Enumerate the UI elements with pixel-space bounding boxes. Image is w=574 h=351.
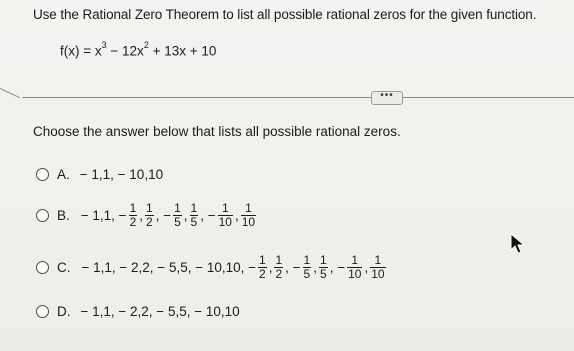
fraction-denominator: 10: [348, 267, 362, 281]
fraction-separator: ,: [139, 208, 144, 223]
option-text-a: − 1,1, − 10,10: [79, 167, 164, 182]
function-exponent-2: 2: [143, 40, 149, 50]
fraction: [129, 202, 138, 229]
option-prefix-c: − 1,1, − 2,2, − 5,5, − 10,10, −: [81, 260, 257, 275]
option-letter-a: A.: [57, 167, 70, 182]
fraction-denominator: 5: [190, 215, 198, 229]
section-divider: [22, 97, 574, 98]
fraction-denominator: 2: [146, 215, 153, 229]
option-prefix-b: − 1,1, −: [80, 208, 127, 223]
option-math-b: [80, 202, 259, 229]
fraction: [218, 202, 233, 229]
fraction: [241, 202, 256, 229]
more-options-button[interactable]: •••: [371, 91, 403, 105]
fraction-numerator: 1: [245, 201, 252, 215]
fraction-numerator: 1: [190, 201, 198, 215]
option-d[interactable]: [36, 304, 240, 319]
fraction: [173, 202, 182, 229]
function-lhs: f(x) = x: [60, 43, 102, 59]
fraction-separator: , −: [285, 260, 301, 275]
fraction: [319, 254, 328, 281]
fraction-separator: ,: [313, 260, 317, 275]
fraction-numerator: 1: [303, 253, 311, 267]
fraction-numerator: 1: [146, 201, 153, 215]
fraction-separator: ,: [268, 260, 273, 275]
fraction-denominator: 2: [275, 267, 283, 281]
fraction-denominator: 10: [241, 215, 256, 229]
option-letter-d: D.: [57, 304, 71, 319]
function-rhs: + 13x + 10: [148, 43, 217, 59]
option-letter-c: C.: [57, 260, 71, 275]
radio-button-a[interactable]: [36, 168, 49, 181]
fraction-separator: , −: [200, 208, 216, 223]
fraction-denominator: 5: [303, 267, 311, 281]
fraction-separator: , −: [155, 208, 172, 223]
option-math-c: [81, 254, 389, 281]
option-a[interactable]: [36, 167, 163, 182]
fraction: [145, 202, 154, 229]
radio-button-b[interactable]: [36, 209, 49, 222]
divider-left-segment: [0, 88, 20, 98]
arrow-cursor-icon: [510, 233, 528, 255]
option-b[interactable]: [36, 202, 259, 229]
fraction-numerator: 1: [259, 253, 266, 267]
option-c[interactable]: [36, 254, 389, 281]
fraction-separator: ,: [183, 208, 188, 223]
fraction-numerator: 1: [275, 253, 283, 267]
option-letter-b: B.: [57, 208, 70, 223]
function-exponent-3: 3: [101, 40, 107, 50]
fraction-numerator: 1: [129, 201, 137, 215]
question-prompt: Use the Rational Zero Theorem to list all possible rational zeros for the given function.: [33, 7, 537, 22]
fraction-numerator: 1: [320, 253, 327, 267]
radio-button-d[interactable]: [36, 305, 49, 318]
fraction-numerator: 1: [351, 253, 359, 267]
fraction: [190, 202, 199, 229]
option-text-d: − 1,1, − 2,2, − 5,5, − 10,10: [80, 304, 240, 319]
fraction-separator: ,: [234, 208, 239, 223]
fraction-numerator: 1: [374, 253, 382, 267]
instructions-text: Choose the answer below that lists all possible rational zeros.: [33, 124, 401, 139]
fraction-denominator: 2: [129, 215, 137, 229]
fraction: [370, 254, 385, 281]
radio-button-c[interactable]: [36, 261, 49, 274]
function-mid: − 12x: [106, 43, 144, 59]
fraction-denominator: 10: [218, 215, 232, 229]
fraction-denominator: 2: [259, 267, 266, 281]
fraction-numerator: 1: [221, 201, 229, 215]
fraction-denominator: 5: [320, 267, 327, 281]
fraction: [347, 254, 362, 281]
fraction-denominator: 10: [371, 267, 385, 281]
fraction: [258, 254, 267, 281]
fraction-separator: , −: [329, 260, 346, 275]
fraction: [274, 254, 283, 281]
fraction-denominator: 5: [174, 215, 181, 229]
fraction-separator: ,: [364, 260, 369, 275]
fraction: [303, 254, 312, 281]
function-expression: [60, 42, 216, 59]
fraction-numerator: 1: [174, 201, 181, 215]
